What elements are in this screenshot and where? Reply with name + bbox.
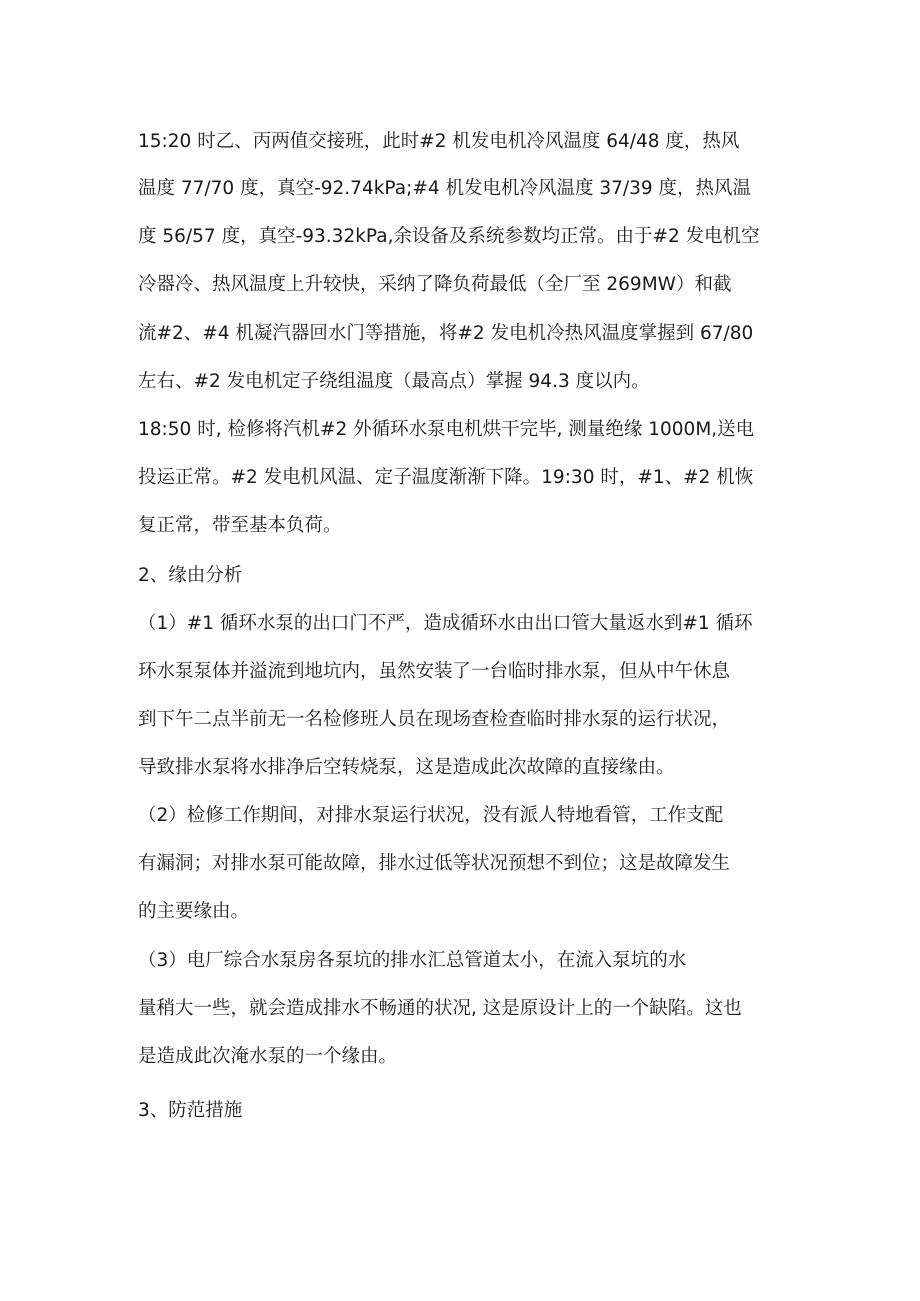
text-line: 18:50 时, 检修将汽机#2 外循环水泵电机烘干完毕, 测量绝缘 1000M,送电 bbox=[138, 419, 755, 440]
text-line: 流#2、#4 机凝汽器回水门等措施，将#2 发电机冷热风温度掌握到 67/80 bbox=[138, 323, 754, 344]
text-line: 量稍大一些，就会造成排水不畅通的状况, 这是原设计上的一个缺陷。这也 bbox=[138, 998, 742, 1019]
text-line: 复正常，带至基本负荷。 bbox=[138, 515, 342, 536]
text-line: 左右、#2 发电机定子绕组温度（最高点）掌握 94.3 度以内。 bbox=[138, 371, 650, 392]
text-line: 导致排水泵将水排净后空转烧泵，这是造成此次故障的直接缘由。 bbox=[138, 757, 675, 778]
text-line: 温度 77/70 度，真空-92.74kPa;#4 机发电机冷风温度 37/39 度，热风温 bbox=[138, 178, 752, 199]
text-line: 有漏洞；对排水泵可能故障，排水过低等状况预想不到位；这是故障发生 bbox=[138, 853, 731, 874]
text-line: 投运正常。#2 发电机风温、定子温度渐渐下降。19:30 时，#1、#2 机恢 bbox=[138, 467, 754, 488]
text-line: 到下午二点半前无一名检修班人员在现场查检查临时排水泵的运行状况， bbox=[138, 709, 731, 730]
text-line: 冷器冷、热风温度上升较快，采纳了降负荷最低（全厂至 269MW）和截 bbox=[138, 274, 732, 295]
text-line: 15:20 时乙、丙两值交接班，此时#2 机发电机冷风温度 64/48 度，热风 bbox=[138, 131, 740, 152]
section-heading-preventive-measures: 3、防范措施 bbox=[138, 1100, 243, 1121]
text-line: 是造成此次淹水泵的一个缘由。 bbox=[138, 1046, 398, 1067]
text-line: （3）电厂综合水泵房各泵坑的排水汇总管道太小，在流入泵坑的水 bbox=[138, 950, 687, 971]
text-line: （1）#1 循环水泵的出口门不严，造成循环水由出口管大量返水到#1 循环 bbox=[138, 613, 753, 634]
text-line: （2）检修工作期间，对排水泵运行状况，没有派人特地看管，工作支配 bbox=[138, 805, 724, 826]
text-line: 度 56/57 度，真空-93.32kPa,余设备及系统参数均正常。由于#2 发电机空 bbox=[138, 226, 760, 247]
section-heading-cause-analysis: 2、缘由分析 bbox=[138, 565, 243, 586]
text-line: 环水泵泵体并溢流到地坑内，虽然安装了一台临时排水泵，但从中午休息 bbox=[138, 661, 731, 682]
text-line: 的主要缘由。 bbox=[138, 901, 250, 922]
